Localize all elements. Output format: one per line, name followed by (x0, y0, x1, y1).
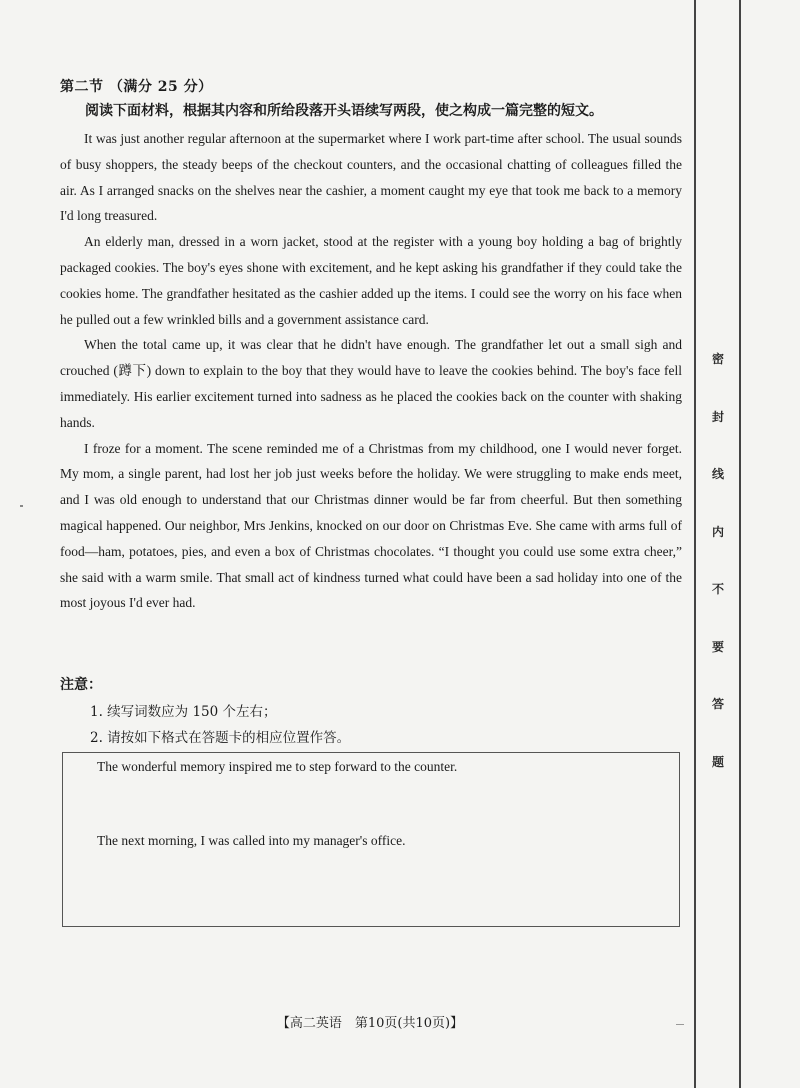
passage-paragraph-1: It was just another regular afternoon at the supermarket where I work part-time after school. The usual sounds of busy shoppers, the steady beeps of the checkout counters, and the occasional chatting of colleagues filled the air. As I arranged snacks on the shelves near the cashier, a moment caught my eye that took me back to a memory I'd long treasured. (60, 131, 682, 224)
notes-title: 注意： (60, 677, 102, 693)
passage-paragraph-2: An elderly man, dressed in a worn jacket, stood at the register with a young boy holding a bag of brightly packaged cookies. The boy's eyes shone with excitement, and he kept asking his grandfather if they could take the cookies home. The grandfather hesitated as the cashier added up the items. I could see the worry on his face when he pulled out a few wrinkled bills and a government assistance card. (60, 234, 682, 327)
seal-line-notice (708, 350, 728, 770)
binding-line-right (739, 0, 741, 1088)
footer-tick-mark (676, 1024, 684, 1025)
seal-char: 答 (711, 697, 724, 712)
seal-char: 内 (711, 524, 724, 539)
seal-char: 要 (711, 639, 724, 654)
seal-char: 线 (711, 467, 724, 482)
seal-char: 密 (711, 352, 724, 366)
note-word-count: 1. 续写词数应为 150 个左右； (90, 704, 277, 720)
scan-speck (20, 505, 23, 507)
continuation-prompt-1: The wonderful memory inspired me to step forward to the counter. (97, 759, 458, 774)
note-answer-format: 2. 请按如下格式在答题卡的相应位置作答。 (90, 730, 351, 746)
answer-box (62, 752, 680, 927)
reading-passage (60, 126, 682, 616)
page-footer: 【高二英语 第10页(共10页)】 (276, 1016, 464, 1031)
passage-paragraph-4: I froze for a moment. The scene reminded me of a Christmas from my childhood, one I would never forget. My mom, a single parent, had lost her job just weeks before the holiday. We were struggling to make ends meet, and I was old enough to understand that our Christmas dinner would be far from cheerful. But then something magical happened. Our neighbor, Mrs Jenkins, knocked on our door on Christmas Eve. She came with arms full of food—ham, potatoes, pies, and even a box of Christmas chocolates. “I thought you could use some extra cheer,” she said with a warm smile. That small act of kindness turned what could have been a sad holiday into one of the most joyous I'd ever had. (60, 440, 682, 611)
seal-char: 封 (711, 409, 724, 424)
continuation-prompt-2: The next morning, I was called into my manager's office. (97, 833, 406, 848)
seal-char: 题 (711, 754, 724, 769)
binding-line-left (694, 0, 696, 1088)
section-title: 第二节 （满分 25 分） (60, 79, 213, 95)
passage-paragraph-3: When the total came up, it was clear that he didn't have enough. The grandfather let out a small sigh and crouched (蹲下) down to explain to the boy that they would have to leave the cookies behind. The boy's face fell immediately. His earlier excitement turned into sadness as he placed the cookies back on the counter with shaking hands. (60, 337, 682, 430)
task-instruction: 阅读下面材料，根据其内容和所给段落开头语续写两段，使之构成一篇完整的短文。 (85, 103, 603, 119)
seal-char: 不 (711, 582, 724, 597)
